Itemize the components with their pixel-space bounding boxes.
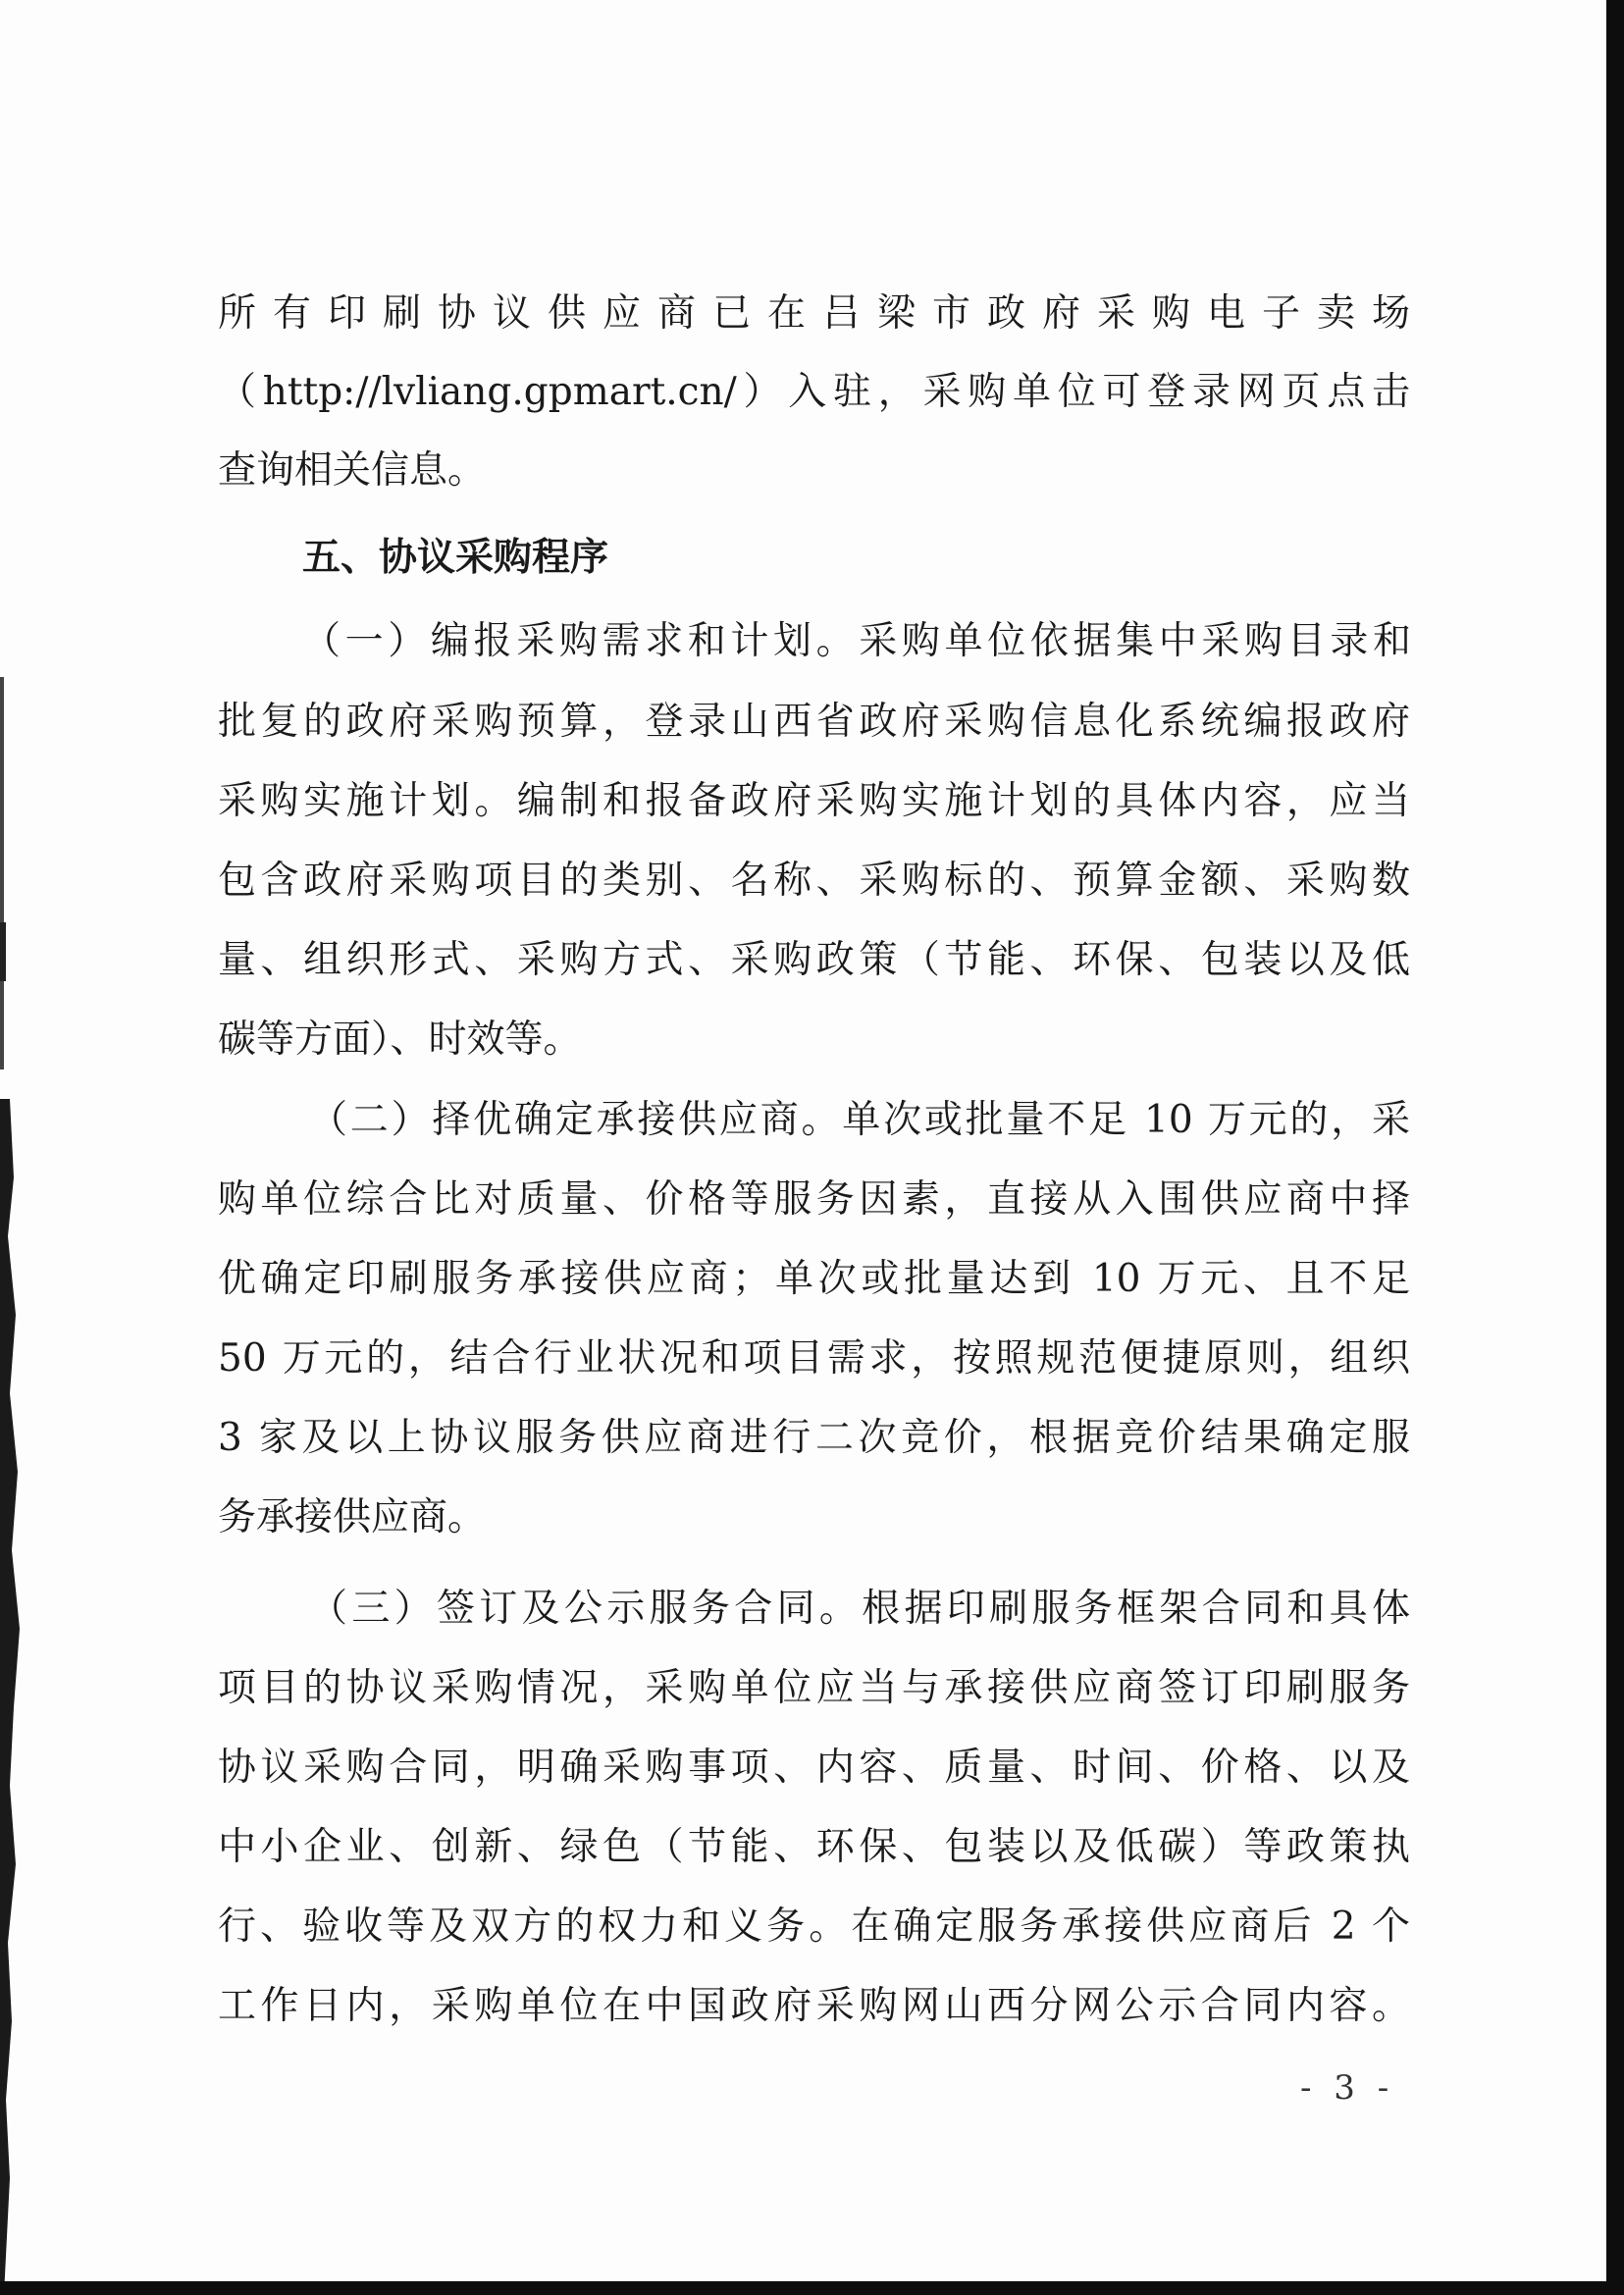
body-line: 项目的协议采购情况，采购单位应当与承接供应商签订印刷服务: [218, 1666, 1410, 1710]
body-line: 工作日内，采购单位在中国政府采购网山西分网公示合同内容。: [218, 1984, 1410, 2028]
body-line: （http://lvliang.gpmart.cn/）入驻，采购单位可登录网页点击: [218, 370, 1410, 414]
body-line: 50 万元的，结合行业状况和项目需求，按照规范便捷原则，组织: [218, 1336, 1410, 1381]
scan-bottom-border: [0, 2281, 1624, 2295]
paragraph-first-line: （一）编报采购需求和计划。采购单位依据集中采购目录和: [302, 619, 1411, 663]
body-line: 碳等方面）、时效等。: [218, 1017, 582, 1062]
body-line: 购单位综合比对质量、价格等服务因素，直接从入围供应商中择: [218, 1177, 1410, 1222]
scan-right-border: [1606, 0, 1624, 2295]
body-line: 行、验收等及双方的权力和义务。在确定服务承接供应商后 2 个: [218, 1904, 1410, 1949]
body-line: 包含政府采购项目的类别、名称、采购标的、预算金额、采购数: [218, 859, 1410, 903]
body-line: 所有印刷协议供应商已在吕梁市政府采购电子卖场: [218, 291, 1410, 336]
body-line: 采购实施计划。编制和报备政府采购实施计划的具体内容，应当: [218, 779, 1410, 823]
section-heading: 五、协议采购程序: [302, 536, 609, 580]
paragraph-first-line: （二）择优确定承接供应商。单次或批量不足 10 万元的，采: [309, 1098, 1410, 1142]
body-line: 优确定印刷服务承接供应商；单次或批量达到 10 万元、且不足: [218, 1257, 1410, 1301]
paragraph-first-line: （三）签订及公示服务合同。根据印刷服务框架合同和具体: [309, 1587, 1410, 1631]
body-line: 批复的政府采购预算，登录山西省政府采购信息化系统编报政府: [218, 700, 1410, 744]
body-line: 中小企业、创新、绿色（节能、环保、包装以及低碳）等政策执: [218, 1825, 1410, 1869]
body-line: 量、组织形式、采购方式、采购政策（节能、环保、包装以及低: [218, 938, 1410, 982]
body-line: 务承接供应商。: [218, 1495, 487, 1539]
page-number: - 3 -: [1300, 2068, 1395, 2108]
scan-left-edge: [0, 0, 33, 2295]
body-line: 协议采购合同，明确采购事项、内容、质量、时间、价格、以及: [218, 1746, 1410, 1790]
body-line: 3 家及以上协议服务供应商进行二次竞价，根据竞价结果确定服: [218, 1416, 1410, 1460]
body-line: 查询相关信息。: [218, 448, 487, 493]
